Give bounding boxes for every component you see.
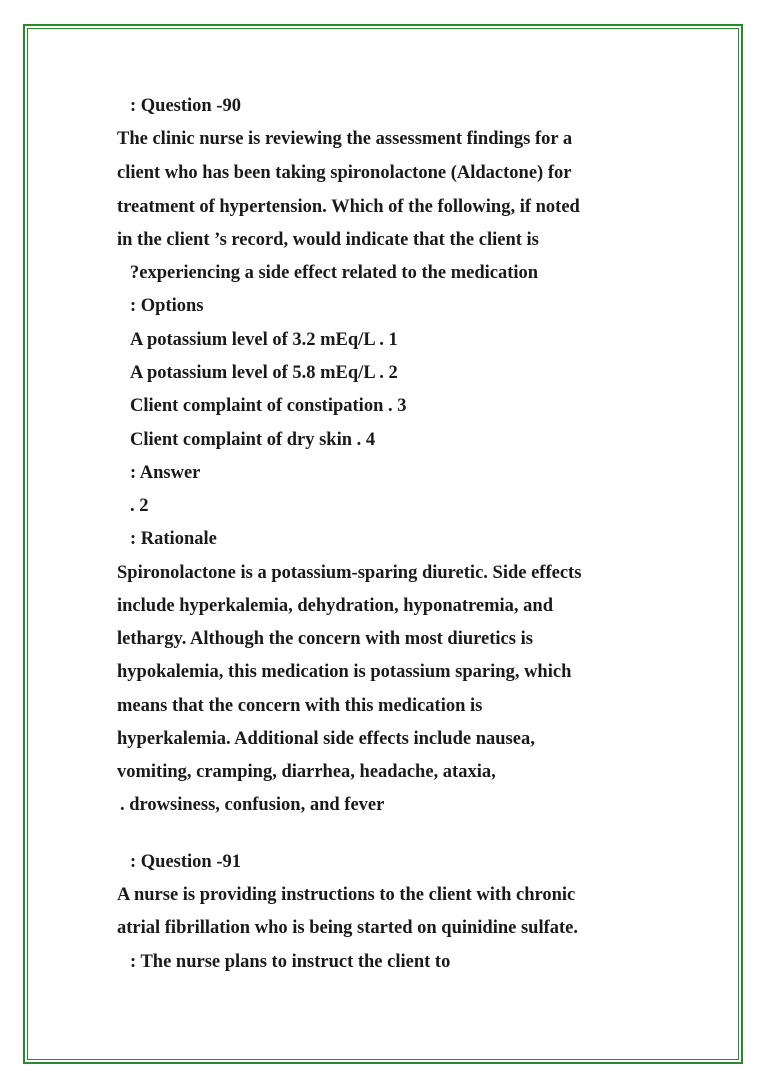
- question-91-heading: : Question -91: [130, 852, 241, 872]
- option-2: A potassium level of 5.8 mEq/L . 2: [130, 363, 398, 383]
- question-90-text-line-2: client who has been taking spironolactone (Aldactone) for: [117, 163, 572, 183]
- question-90-text-line-3: treatment of hypertension. Which of the following, if noted: [117, 197, 580, 217]
- option-4: Client complaint of dry skin . 4: [130, 430, 376, 450]
- question-91-text-line-2: atrial fibrillation who is being started on quinidine sulfate.: [117, 918, 579, 938]
- question-91-text-line-1: A nurse is providing instructions to the client with chronic: [117, 885, 576, 905]
- rationale-line-6: hyperkalemia. Additional side effects include nausea,: [117, 729, 535, 749]
- rationale-line-4: hypokalemia, this medication is potassium sparing, which: [117, 662, 572, 682]
- option-1: A potassium level of 3.2 mEq/L . 1: [130, 330, 398, 350]
- rationale-heading: : Rationale: [130, 529, 217, 549]
- option-3: Client complaint of constipation . 3: [130, 396, 407, 416]
- rationale-line-8: . drowsiness, confusion, and fever: [120, 795, 385, 815]
- rationale-line-5: means that the concern with this medication is: [117, 696, 483, 716]
- options-heading: : Options: [130, 296, 204, 316]
- rationale-line-1: Spironolactone is a potassium-sparing diuretic. Side effects: [117, 563, 582, 583]
- answer-heading: : Answer: [130, 463, 201, 483]
- rationale-line-7: vomiting, cramping, diarrhea, headache, ataxia,: [117, 762, 496, 782]
- question-90-text-line-1: The clinic nurse is reviewing the assessment findings for a: [117, 129, 573, 149]
- question-91-text-line-3: : The nurse plans to instruct the client to: [130, 952, 451, 972]
- rationale-line-2: include hyperkalemia, dehydration, hyponatremia, and: [117, 596, 554, 616]
- question-90-heading: : Question -90: [130, 96, 241, 116]
- question-90-text-line-5: ?experiencing a side effect related to the medication: [130, 263, 539, 283]
- answer-value: . 2: [130, 496, 149, 516]
- rationale-line-3: lethargy. Although the concern with most diuretics is: [117, 629, 533, 649]
- question-90-text-line-4: in the client ’s record, would indicate that the client is: [117, 230, 539, 250]
